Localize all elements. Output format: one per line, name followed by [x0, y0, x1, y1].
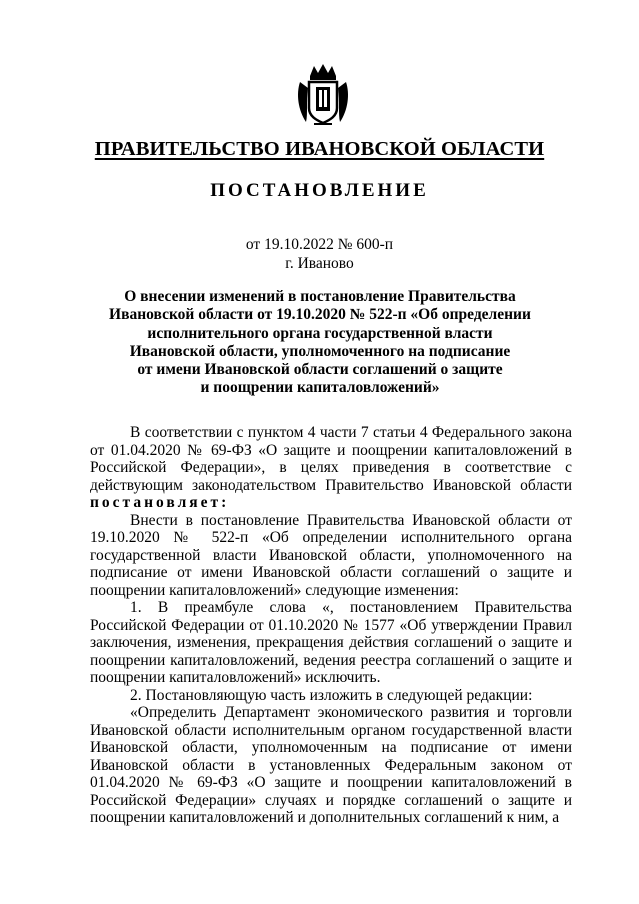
paragraph-new-text: «Определить Департамент экономического развития и торговли Ивановской области исполнительным органом государственной власти Ивановской области, уполномоченным на подписание от имени Ивановской области в установленных Федеральным законом от 01.04.2020 № 69-ФЗ «О защите и поощрении капиталовложений в Российской Федерации» случаях и порядке соглашений о защите и поощрении капиталовложений и дополнительных соглашений к ним, а: [90, 704, 572, 826]
title-line: Ивановской области, уполномоченного на подписание: [129, 342, 511, 360]
document-title: [90, 288, 550, 398]
preamble-text: В соответствии с пунктом 4 части 7 статьи 4 Федерального закона от 01.04.2020 № 69-ФЗ «О защите и поощрении капиталовложений в Российской Федерации», в целях приведения в соответствие с действующим законодательством Правительство Ивановской области: [90, 424, 572, 494]
resolves-word: постановляет: [90, 494, 222, 511]
city: г. Иваново: [285, 255, 354, 272]
document-type-heading: ПОСТАНОВЛЕНИЕ: [210, 180, 429, 201]
paragraph-item-1: 1. В преамбуле слова «, постановлением Правительства Российской Федерации от 01.10.2020 № 1577 «Об утверждении Правил заключения, изменения, прекращения действия соглашений о защите и поощрении капиталовложений, ведения реестра соглашений о защите и поощрении капиталовложений» исключить.: [90, 599, 572, 686]
title-line: исполнительного органа государственной власти: [147, 324, 493, 342]
coat-of-arms-emblem: [296, 62, 350, 128]
title-line: и поощрении капиталовложений»: [200, 379, 440, 397]
title-line: от имени Ивановской области соглашений о защите: [137, 361, 503, 379]
paragraph-amend: Внести в постановление Правительства Ивановской области от 19.10.2020 № 522-п «Об определении исполнительного органа государственной власти Ивановской области, уполномоченного на подписание от имени Ивановской области соглашений о защите и поощрении капиталовложений» следующие изменения:: [90, 511, 572, 599]
organization-heading: ПРАВИТЕЛЬСТВО ИВАНОВСКОЙ ОБЛАСТИ: [94, 138, 545, 160]
document-meta: [0, 235, 639, 273]
paragraph-item-2: 2. Постановляющую часть изложить в следующей редакции:: [130, 686, 533, 704]
date-number: от 19.10.2022 № 600-п: [245, 236, 394, 253]
paragraph-preamble: В соответствии с пунктом 4 части 7 статьи 4 Федерального закона от 01.04.2020 № 69-ФЗ «О защите и поощрении капиталовложений в Российской Федерации», в целях приведения в соответствие с действующим законодательством Правительство Ивановской области постановляет:: [90, 424, 572, 511]
document-body: [90, 424, 572, 827]
title-line: Ивановской области от 19.10.2020 № 522-п «Об определении: [109, 306, 531, 324]
title-line: О внесении изменений в постановление Правительства: [124, 288, 516, 305]
